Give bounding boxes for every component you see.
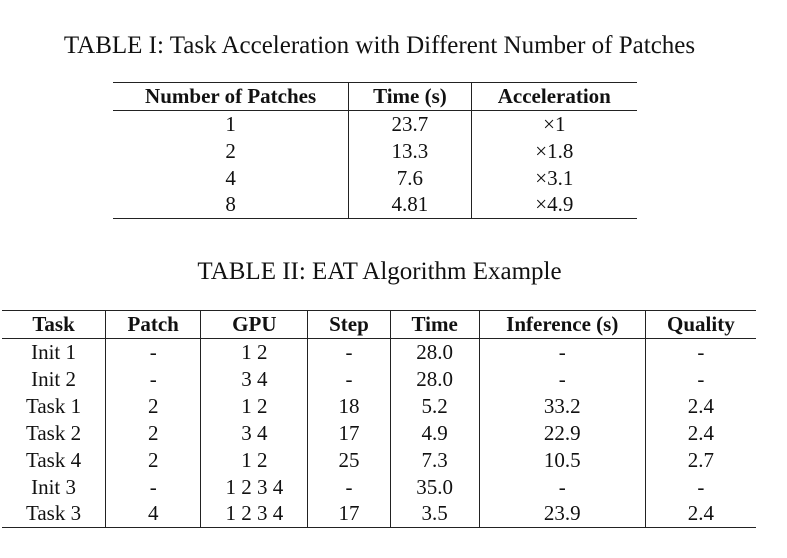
table-cell: 4.81 bbox=[349, 192, 471, 219]
table-cell: Init 2 bbox=[31, 366, 76, 391]
table-cell: - bbox=[106, 366, 201, 393]
table-cell: 3 4 bbox=[201, 420, 308, 447]
table-cell: 1 2 bbox=[201, 393, 308, 420]
table-row bbox=[2, 420, 756, 447]
table-cell: - bbox=[645, 339, 756, 366]
table-row bbox=[113, 138, 637, 165]
table-cell: - bbox=[308, 474, 390, 501]
eat-algorithm-table bbox=[2, 310, 756, 528]
table2-caption: TABLE II: EAT Algorithm Example bbox=[197, 258, 562, 285]
table-cell: Task 3 bbox=[2, 501, 106, 528]
table-cell: Task 2 bbox=[25, 420, 82, 445]
table-cell: Init 3 bbox=[31, 474, 76, 499]
table-cell: - bbox=[645, 474, 756, 501]
column-header: Time bbox=[390, 311, 479, 339]
table-cell: 4 bbox=[106, 501, 201, 528]
column-header: Quality bbox=[645, 311, 756, 339]
table-cell: 25 bbox=[308, 447, 390, 474]
table-cell: 2.4 bbox=[645, 420, 756, 447]
table-cell: ×3.1 bbox=[471, 165, 637, 192]
table-row bbox=[113, 165, 637, 192]
table-cell: - bbox=[106, 474, 201, 501]
table-cell: - bbox=[479, 474, 645, 501]
table-row bbox=[2, 447, 756, 474]
table-row bbox=[2, 393, 756, 420]
table-cell: 2 bbox=[106, 447, 201, 474]
table-cell: 1 bbox=[225, 111, 236, 136]
acceleration-table bbox=[113, 82, 637, 219]
table-row bbox=[2, 366, 756, 393]
column-header: Number of Patches bbox=[113, 83, 349, 111]
table-cell: 2.4 bbox=[645, 393, 756, 420]
table-cell: 4 bbox=[225, 165, 236, 190]
table-cell: 17 bbox=[308, 420, 390, 447]
table-cell: 3 4 bbox=[201, 366, 308, 393]
table-row bbox=[2, 339, 756, 366]
table-cell: Init 1 bbox=[31, 339, 76, 364]
table-cell: - bbox=[645, 366, 756, 393]
table-cell: 10.5 bbox=[479, 447, 645, 474]
table-cell: - bbox=[308, 366, 390, 393]
table-cell: 8 bbox=[113, 192, 349, 219]
table-row bbox=[2, 501, 756, 528]
table-cell: 33.2 bbox=[479, 393, 645, 420]
table-cell: 13.3 bbox=[349, 138, 471, 165]
table-cell: 1 2 bbox=[201, 339, 308, 366]
table-cell: 1 2 bbox=[201, 447, 308, 474]
table-row bbox=[113, 192, 637, 219]
table-cell: 23.9 bbox=[479, 501, 645, 528]
table-row bbox=[113, 111, 637, 138]
table-cell: 5.2 bbox=[390, 393, 479, 420]
table-cell: 7.3 bbox=[390, 447, 479, 474]
table-cell: ×4.9 bbox=[471, 192, 637, 219]
table1-caption: TABLE I: Task Acceleration with Different Number of Patches bbox=[63, 32, 696, 59]
table-cell: Task 1 bbox=[25, 393, 82, 418]
table-cell: 1 2 3 4 bbox=[201, 501, 308, 528]
table-header-row bbox=[113, 83, 637, 111]
table-cell: 28.0 bbox=[390, 366, 479, 393]
table-cell: 7.6 bbox=[349, 165, 471, 192]
table-cell: - bbox=[106, 339, 201, 366]
table-cell: 22.9 bbox=[479, 420, 645, 447]
table-header-row bbox=[2, 311, 756, 339]
table-cell: 23.7 bbox=[349, 111, 471, 138]
table-cell: 1 2 3 4 bbox=[201, 474, 308, 501]
table-cell: 35.0 bbox=[390, 474, 479, 501]
table-cell: ×1.8 bbox=[471, 138, 637, 165]
table-cell: 2 bbox=[106, 420, 201, 447]
table-cell: 3.5 bbox=[390, 501, 479, 528]
table-cell: 28.0 bbox=[390, 339, 479, 366]
table-cell: 17 bbox=[308, 501, 390, 528]
column-header: Patch bbox=[106, 311, 201, 339]
table-cell: 4.9 bbox=[390, 420, 479, 447]
table-cell: 2 bbox=[106, 393, 201, 420]
table-cell: 18 bbox=[308, 393, 390, 420]
table-cell: 2.7 bbox=[645, 447, 756, 474]
table-cell: - bbox=[479, 339, 645, 366]
table-cell: Task 4 bbox=[25, 447, 82, 472]
column-header: Time (s) bbox=[349, 83, 471, 111]
table-row bbox=[2, 474, 756, 501]
column-header: Step bbox=[308, 311, 390, 339]
table-cell: - bbox=[479, 366, 645, 393]
table-cell: 2 bbox=[225, 138, 236, 163]
table-cell: ×1 bbox=[471, 111, 637, 138]
table-cell: - bbox=[308, 339, 390, 366]
column-header: Acceleration bbox=[471, 83, 637, 111]
column-header: GPU bbox=[201, 311, 308, 339]
column-header: Inference (s) bbox=[479, 311, 645, 339]
column-header: Task bbox=[2, 311, 106, 339]
table-cell: 2.4 bbox=[645, 501, 756, 528]
